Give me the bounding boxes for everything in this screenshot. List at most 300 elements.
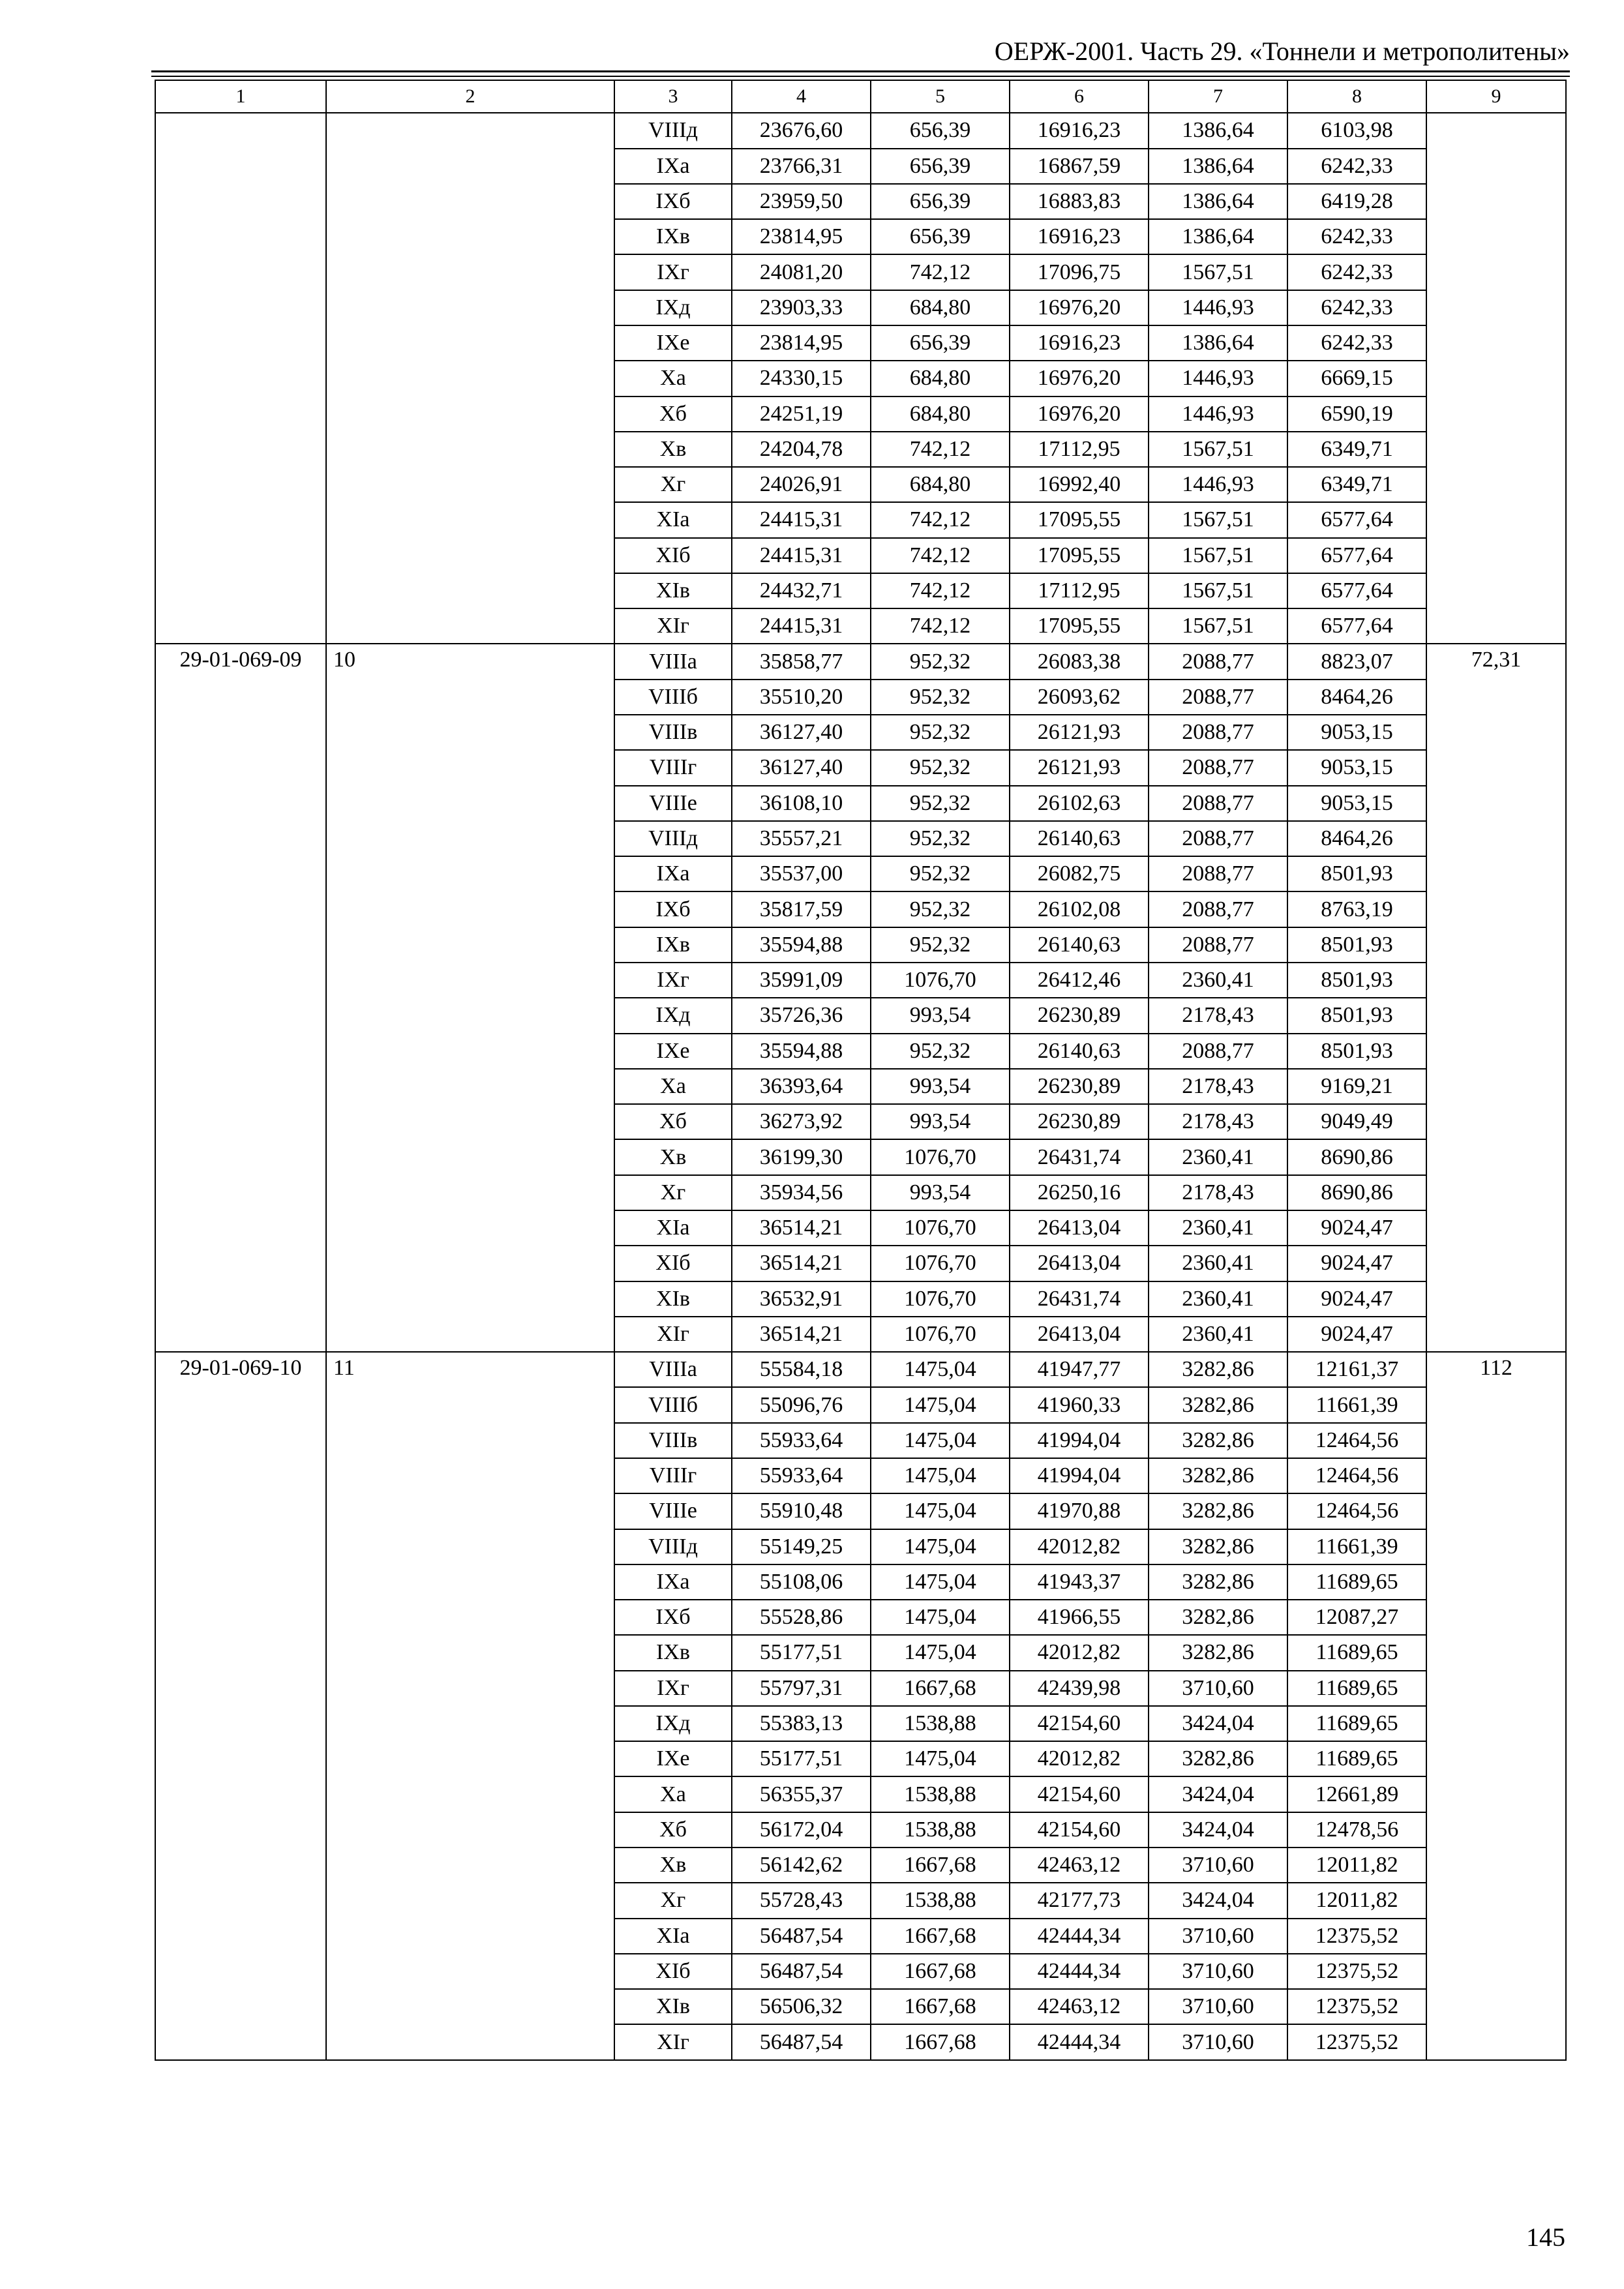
column-9-cell: 112 [1426,1352,1566,2060]
value-cell: 26413,04 [1010,1246,1149,1281]
value-cell: 6242,33 [1287,254,1426,290]
value-cell: 6103,98 [1287,113,1426,148]
value-cell: 35934,56 [732,1175,871,1210]
value-cell: 35557,21 [732,821,871,856]
value-cell: 3710,60 [1149,1954,1287,1989]
value-cell: 952,32 [871,927,1010,963]
value-cell: 1076,70 [871,1246,1010,1281]
rate-code-cell [155,113,326,644]
category-cell: IXд [614,998,732,1033]
value-cell: 12375,52 [1287,1954,1426,1989]
value-cell: 952,32 [871,1034,1010,1069]
value-cell: 26083,38 [1010,644,1149,679]
value-cell: 684,80 [871,290,1010,325]
value-cell: 8763,19 [1287,891,1426,927]
category-cell: IXв [614,927,732,963]
category-cell: XIа [614,1210,732,1246]
value-cell: 2178,43 [1149,1104,1287,1139]
value-cell: 1386,64 [1149,184,1287,219]
value-cell: 2088,77 [1149,680,1287,715]
value-cell: 11689,65 [1287,1635,1426,1670]
category-cell: IXв [614,219,732,254]
category-cell: XIб [614,1246,732,1281]
value-cell: 16976,20 [1010,290,1149,325]
value-cell: 1475,04 [871,1529,1010,1564]
value-cell: 2178,43 [1149,998,1287,1033]
value-cell: 9049,49 [1287,1104,1426,1139]
value-cell: 41947,77 [1010,1352,1149,1387]
value-cell: 42444,34 [1010,1954,1149,1989]
category-cell: IXа [614,856,732,891]
value-cell: 1538,88 [871,1776,1010,1812]
value-cell: 17112,95 [1010,432,1149,467]
value-cell: 3710,60 [1149,1671,1287,1706]
value-cell: 1475,04 [871,1741,1010,1776]
category-cell: Xг [614,1883,732,1918]
value-cell: 42012,82 [1010,1741,1149,1776]
header-rule-thick [151,70,1570,72]
value-cell: 12464,56 [1287,1493,1426,1529]
value-cell: 742,12 [871,432,1010,467]
value-cell: 2360,41 [1149,1139,1287,1174]
value-cell: 993,54 [871,1175,1010,1210]
value-cell: 55584,18 [732,1352,871,1387]
value-cell: 2360,41 [1149,963,1287,998]
value-cell: 55383,13 [732,1706,871,1741]
value-cell: 55910,48 [732,1493,871,1529]
category-cell: IXб [614,891,732,927]
category-cell: Xв [614,1139,732,1174]
value-cell: 17096,75 [1010,254,1149,290]
value-cell: 3424,04 [1149,1776,1287,1812]
category-cell: XIа [614,502,732,537]
value-cell: 6242,33 [1287,149,1426,184]
value-cell: 36514,21 [732,1210,871,1246]
value-cell: 8501,93 [1287,963,1426,998]
value-cell: 3710,60 [1149,1919,1287,1954]
category-cell: VIIIе [614,1493,732,1529]
category-cell: IXг [614,963,732,998]
value-cell: 656,39 [871,184,1010,219]
value-cell: 952,32 [871,891,1010,927]
value-cell: 42439,98 [1010,1671,1149,1706]
value-cell: 17095,55 [1010,502,1149,537]
value-cell: 23903,33 [732,290,871,325]
value-cell: 3710,60 [1149,1848,1287,1883]
value-cell: 952,32 [871,786,1010,821]
value-cell: 952,32 [871,856,1010,891]
value-cell: 24330,15 [732,361,871,396]
category-cell: VIIIг [614,1458,732,1493]
value-cell: 1667,68 [871,2024,1010,2060]
value-cell: 24415,31 [732,538,871,573]
category-cell: XIг [614,608,732,644]
column-number: 4 [732,80,871,113]
category-cell: IXв [614,1635,732,1670]
value-cell: 8690,86 [1287,1175,1426,1210]
column-number-row [155,80,1566,113]
column-2-cell [326,113,614,644]
value-cell: 41943,37 [1010,1564,1149,1600]
category-cell: IXб [614,184,732,219]
value-cell: 26102,08 [1010,891,1149,927]
value-cell: 684,80 [871,396,1010,432]
value-cell: 26230,89 [1010,998,1149,1033]
value-cell: 41970,88 [1010,1493,1149,1529]
value-cell: 42463,12 [1010,1989,1149,2024]
category-cell: IXд [614,1706,732,1741]
value-cell: 1667,68 [871,1989,1010,2024]
value-cell: 2360,41 [1149,1246,1287,1281]
value-cell: 6242,33 [1287,325,1426,361]
value-cell: 12661,89 [1287,1776,1426,1812]
value-cell: 6590,19 [1287,396,1426,432]
category-cell: IXе [614,1034,732,1069]
value-cell: 55149,25 [732,1529,871,1564]
value-cell: 17095,55 [1010,608,1149,644]
value-cell: 2088,77 [1149,786,1287,821]
value-cell: 35991,09 [732,963,871,998]
value-cell: 1076,70 [871,1210,1010,1246]
category-cell: IXа [614,149,732,184]
value-cell: 12011,82 [1287,1848,1426,1883]
value-cell: 36127,40 [732,750,871,785]
table-row [155,1352,1566,1387]
value-cell: 1386,64 [1149,149,1287,184]
category-cell: Xг [614,1175,732,1210]
rates-table [155,80,1567,2061]
value-cell: 11689,65 [1287,1671,1426,1706]
value-cell: 26250,16 [1010,1175,1149,1210]
value-cell: 6349,71 [1287,432,1426,467]
value-cell: 1567,51 [1149,608,1287,644]
value-cell: 41960,33 [1010,1387,1149,1422]
value-cell: 55177,51 [732,1741,871,1776]
value-cell: 56172,04 [732,1812,871,1848]
value-cell: 2178,43 [1149,1175,1287,1210]
value-cell: 35858,77 [732,644,871,679]
value-cell: 6419,28 [1287,184,1426,219]
value-cell: 3710,60 [1149,2024,1287,2060]
table-body [155,80,1566,2060]
value-cell: 17112,95 [1010,573,1149,608]
value-cell: 8501,93 [1287,998,1426,1033]
value-cell: 56487,54 [732,1919,871,1954]
value-cell: 742,12 [871,538,1010,573]
value-cell: 26140,63 [1010,1034,1149,1069]
value-cell: 2088,77 [1149,856,1287,891]
value-cell: 23959,50 [732,184,871,219]
value-cell: 6349,71 [1287,467,1426,502]
value-cell: 56506,32 [732,1989,871,2024]
value-cell: 35817,59 [732,891,871,927]
value-cell: 1475,04 [871,1458,1010,1493]
value-cell: 55728,43 [732,1883,871,1918]
value-cell: 1076,70 [871,963,1010,998]
category-cell: Xа [614,361,732,396]
value-cell: 26121,93 [1010,715,1149,750]
value-cell: 993,54 [871,1069,1010,1104]
value-cell: 9169,21 [1287,1069,1426,1104]
value-cell: 742,12 [871,254,1010,290]
category-cell: IXб [614,1600,732,1635]
value-cell: 26230,89 [1010,1069,1149,1104]
value-cell: 26140,63 [1010,927,1149,963]
value-cell: 23676,60 [732,113,871,148]
value-cell: 11689,65 [1287,1706,1426,1741]
value-cell: 24432,71 [732,573,871,608]
category-cell: XIв [614,1281,732,1317]
category-cell: Xб [614,1812,732,1848]
value-cell: 16916,23 [1010,325,1149,361]
value-cell: 9024,47 [1287,1210,1426,1246]
value-cell: 1386,64 [1149,113,1287,148]
value-cell: 1538,88 [871,1706,1010,1741]
value-cell: 656,39 [871,113,1010,148]
category-cell: IXа [614,1564,732,1600]
value-cell: 6577,64 [1287,538,1426,573]
value-cell: 36532,91 [732,1281,871,1317]
value-cell: 56487,54 [732,2024,871,2060]
category-cell: IXе [614,325,732,361]
value-cell: 11689,65 [1287,1741,1426,1776]
value-cell: 42012,82 [1010,1635,1149,1670]
value-cell: 2360,41 [1149,1281,1287,1317]
value-cell: 1667,68 [871,1954,1010,1989]
value-cell: 56142,62 [732,1848,871,1883]
value-cell: 1667,68 [871,1671,1010,1706]
category-cell: XIб [614,1954,732,1989]
value-cell: 42154,60 [1010,1776,1149,1812]
category-cell: IXг [614,254,732,290]
value-cell: 2360,41 [1149,1317,1287,1352]
value-cell: 3710,60 [1149,1989,1287,2024]
category-cell: VIIIд [614,1529,732,1564]
value-cell: 6242,33 [1287,219,1426,254]
value-cell: 2088,77 [1149,891,1287,927]
value-cell: 12161,37 [1287,1352,1426,1387]
value-cell: 742,12 [871,502,1010,537]
value-cell: 55108,06 [732,1564,871,1600]
value-cell: 36514,21 [732,1246,871,1281]
value-cell: 12464,56 [1287,1423,1426,1458]
value-cell: 1076,70 [871,1281,1010,1317]
value-cell: 16883,83 [1010,184,1149,219]
value-cell: 26082,75 [1010,856,1149,891]
value-cell: 1475,04 [871,1423,1010,1458]
value-cell: 11661,39 [1287,1387,1426,1422]
value-cell: 36199,30 [732,1139,871,1174]
value-cell: 12087,27 [1287,1600,1426,1635]
value-cell: 42154,60 [1010,1706,1149,1741]
value-cell: 1567,51 [1149,573,1287,608]
rate-code-cell: 29-01-069-10 [155,1352,326,2060]
value-cell: 42154,60 [1010,1812,1149,1848]
category-cell: IXд [614,290,732,325]
value-cell: 35594,88 [732,927,871,963]
value-cell: 1667,68 [871,1848,1010,1883]
value-cell: 42012,82 [1010,1529,1149,1564]
value-cell: 2088,77 [1149,927,1287,963]
value-cell: 24081,20 [732,254,871,290]
value-cell: 24251,19 [732,396,871,432]
value-cell: 3282,86 [1149,1635,1287,1670]
value-cell: 24026,91 [732,467,871,502]
value-cell: 1446,93 [1149,361,1287,396]
value-cell: 8690,86 [1287,1139,1426,1174]
value-cell: 9053,15 [1287,786,1426,821]
column-number: 8 [1287,80,1426,113]
page-number: 145 [1526,2222,1565,2252]
column-2-cell: 11 [326,1352,614,2060]
value-cell: 41994,04 [1010,1458,1149,1493]
value-cell: 2088,77 [1149,821,1287,856]
category-cell: VIIIе [614,786,732,821]
value-cell: 3424,04 [1149,1883,1287,1918]
value-cell: 17095,55 [1010,538,1149,573]
value-cell: 2088,77 [1149,750,1287,785]
value-cell: 35510,20 [732,680,871,715]
value-cell: 1475,04 [871,1600,1010,1635]
value-cell: 2088,77 [1149,1034,1287,1069]
value-cell: 952,32 [871,821,1010,856]
value-cell: 11689,65 [1287,1564,1426,1600]
column-number: 3 [614,80,732,113]
category-cell: VIIIг [614,750,732,785]
rate-code-cell: 29-01-069-09 [155,644,326,1352]
value-cell: 55528,86 [732,1600,871,1635]
value-cell: 12464,56 [1287,1458,1426,1493]
value-cell: 12478,56 [1287,1812,1426,1848]
category-cell: VIIIб [614,1387,732,1422]
value-cell: 2360,41 [1149,1210,1287,1246]
value-cell: 36108,10 [732,786,871,821]
value-cell: 1538,88 [871,1812,1010,1848]
value-cell: 26093,62 [1010,680,1149,715]
value-cell: 36514,21 [732,1317,871,1352]
value-cell: 1386,64 [1149,325,1287,361]
value-cell: 16992,40 [1010,467,1149,502]
value-cell: 8823,07 [1287,644,1426,679]
value-cell: 6242,33 [1287,290,1426,325]
value-cell: 26431,74 [1010,1139,1149,1174]
value-cell: 35537,00 [732,856,871,891]
value-cell: 8501,93 [1287,856,1426,891]
value-cell: 55177,51 [732,1635,871,1670]
value-cell: 656,39 [871,219,1010,254]
value-cell: 6577,64 [1287,502,1426,537]
value-cell: 26121,93 [1010,750,1149,785]
value-cell: 9053,15 [1287,750,1426,785]
value-cell: 1076,70 [871,1317,1010,1352]
value-cell: 3282,86 [1149,1458,1287,1493]
category-cell: XIв [614,573,732,608]
value-cell: 12375,52 [1287,1919,1426,1954]
value-cell: 742,12 [871,608,1010,644]
value-cell: 16976,20 [1010,361,1149,396]
value-cell: 41966,55 [1010,1600,1149,1635]
value-cell: 1475,04 [871,1635,1010,1670]
value-cell: 42444,34 [1010,1919,1149,1954]
value-cell: 26102,63 [1010,786,1149,821]
category-cell: XIг [614,1317,732,1352]
value-cell: 952,32 [871,680,1010,715]
value-cell: 42177,73 [1010,1883,1149,1918]
value-cell: 26412,46 [1010,963,1149,998]
value-cell: 952,32 [871,750,1010,785]
value-cell: 9024,47 [1287,1317,1426,1352]
value-cell: 1567,51 [1149,502,1287,537]
column-number: 7 [1149,80,1287,113]
category-cell: Xа [614,1069,732,1104]
category-cell: IXе [614,1741,732,1776]
value-cell: 56487,54 [732,1954,871,1989]
category-cell: XIв [614,1989,732,2024]
column-number: 6 [1010,80,1149,113]
value-cell: 12375,52 [1287,1989,1426,2024]
value-cell: 3282,86 [1149,1352,1287,1387]
category-cell: VIIIб [614,680,732,715]
category-cell: Xб [614,396,732,432]
value-cell: 3424,04 [1149,1706,1287,1741]
table-row [155,113,1566,148]
value-cell: 23814,95 [732,325,871,361]
value-cell: 1076,70 [871,1139,1010,1174]
value-cell: 993,54 [871,998,1010,1033]
value-cell: 8464,26 [1287,821,1426,856]
value-cell: 3424,04 [1149,1812,1287,1848]
value-cell: 3282,86 [1149,1741,1287,1776]
value-cell: 8464,26 [1287,680,1426,715]
column-number: 2 [326,80,614,113]
value-cell: 41994,04 [1010,1423,1149,1458]
value-cell: 24415,31 [732,502,871,537]
value-cell: 1538,88 [871,1883,1010,1918]
value-cell: 2178,43 [1149,1069,1287,1104]
category-cell: XIб [614,538,732,573]
value-cell: 3282,86 [1149,1564,1287,1600]
value-cell: 24415,31 [732,608,871,644]
value-cell: 1475,04 [871,1564,1010,1600]
value-cell: 952,32 [871,715,1010,750]
category-cell: XIа [614,1919,732,1954]
value-cell: 1386,64 [1149,219,1287,254]
value-cell: 1446,93 [1149,467,1287,502]
value-cell: 26413,04 [1010,1317,1149,1352]
value-cell: 8501,93 [1287,927,1426,963]
category-cell: Xг [614,467,732,502]
value-cell: 35726,36 [732,998,871,1033]
column-2-cell: 10 [326,644,614,1352]
value-cell: 26413,04 [1010,1210,1149,1246]
value-cell: 1475,04 [871,1493,1010,1529]
value-cell: 1567,51 [1149,538,1287,573]
value-cell: 35594,88 [732,1034,871,1069]
value-cell: 3282,86 [1149,1529,1287,1564]
value-cell: 6577,64 [1287,573,1426,608]
value-cell: 55797,31 [732,1671,871,1706]
value-cell: 36273,92 [732,1104,871,1139]
value-cell: 36127,40 [732,715,871,750]
value-cell: 1567,51 [1149,432,1287,467]
category-cell: Xв [614,432,732,467]
column-9-cell: 72,31 [1426,644,1566,1352]
category-cell: VIIIв [614,715,732,750]
value-cell: 9024,47 [1287,1281,1426,1317]
value-cell: 12375,52 [1287,2024,1426,2060]
value-cell: 16976,20 [1010,396,1149,432]
value-cell: 1475,04 [871,1387,1010,1422]
